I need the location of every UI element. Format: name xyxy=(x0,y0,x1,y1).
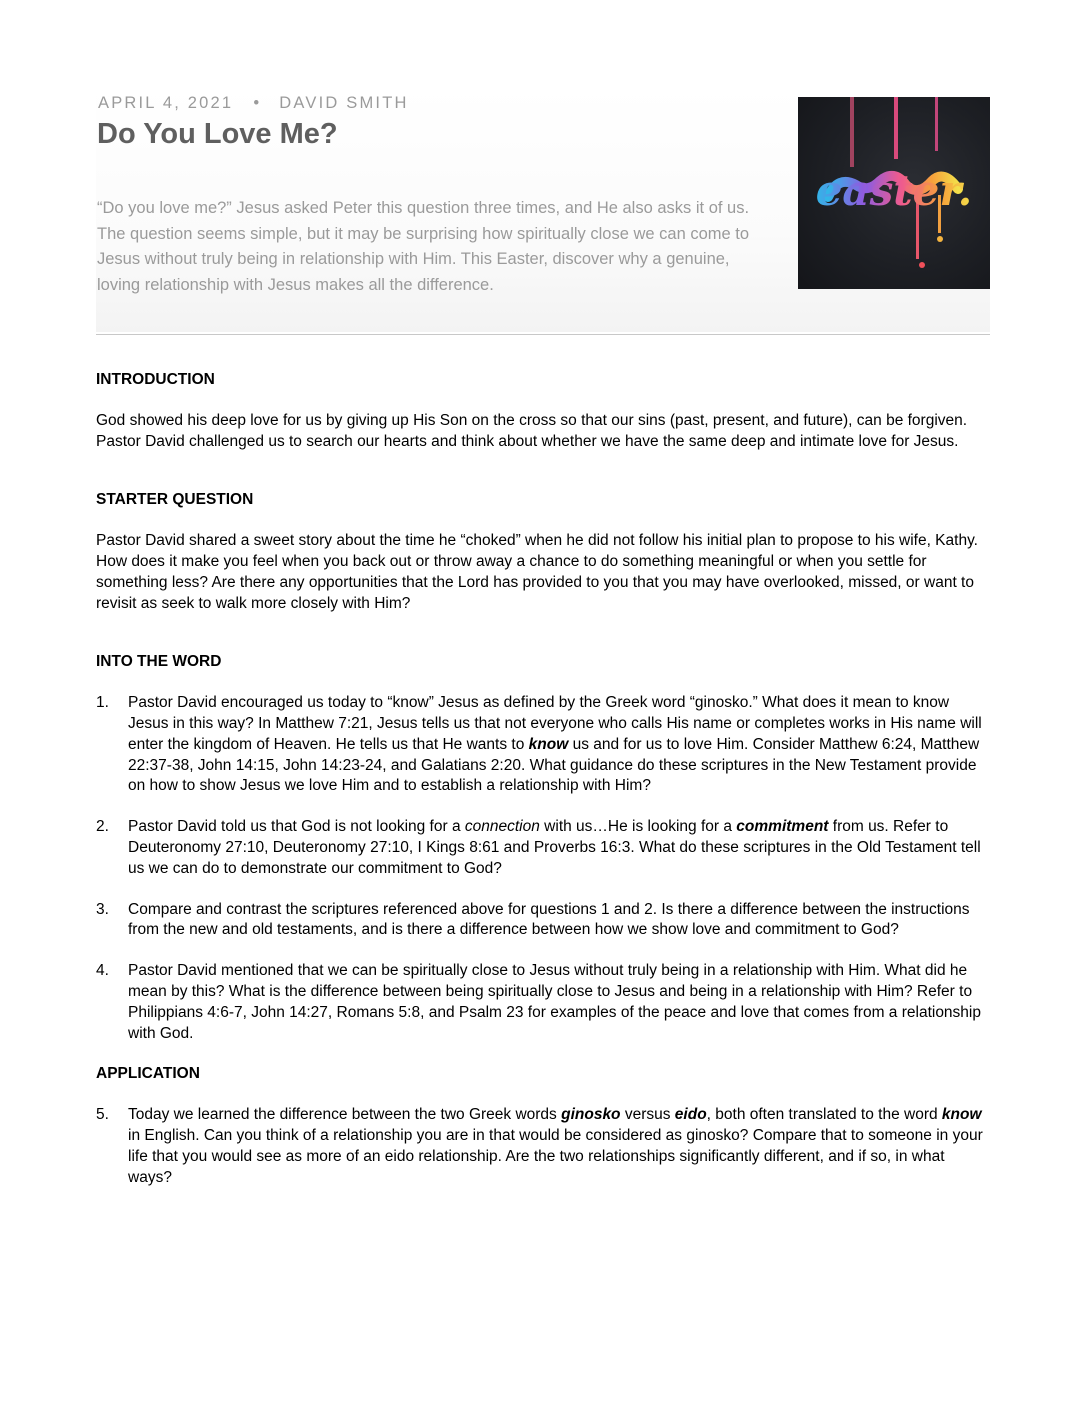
question-text-part: Pastor David told us that God is not looking for a xyxy=(128,818,465,836)
application-heading: APPLICATION xyxy=(96,1065,200,1083)
introduction-heading: INTRODUCTION xyxy=(96,371,215,388)
meta-separator: • xyxy=(253,94,262,112)
easter-art-word: easter. xyxy=(815,166,973,215)
question-number: 1. xyxy=(96,694,109,712)
emphasis-word: know xyxy=(528,735,569,753)
question-2 xyxy=(96,817,990,879)
question-text-part: with us…He is looking for a xyxy=(539,818,737,836)
sermon-author: DAVID SMITH xyxy=(279,94,409,112)
introduction-section xyxy=(96,370,990,452)
easter-artwork xyxy=(798,97,990,289)
question-number: 3. xyxy=(96,900,109,918)
question-text-part: from us. Refer to Deuteronomy 27:10, Deuteronomy 27:10, I Kings 8:61 and Proverbs 16:3. What do these scriptures in the Old Testament tell us we can do to demonstrate our commitment to God? xyxy=(128,818,981,877)
header-divider xyxy=(96,334,990,335)
emphasis-word: commitment xyxy=(736,818,829,836)
question-5 xyxy=(96,1105,990,1188)
introduction-text: God showed his deep love for us by giving up His Son on the cross so that our sins (past, present, and future), can be forgiven. Pastor David challenged us to search our hearts and think about whether we have the same deep and intimate love for Jesus. xyxy=(96,411,968,450)
question-number: 2. xyxy=(96,818,109,836)
easter-art-graphic xyxy=(798,97,990,289)
emphasis-word: eido xyxy=(674,1106,707,1124)
sermon-summary: “Do you love me?” Jesus asked Peter this question three times, and He also asks it of us. The question seems simple, but it may be surprising how spiritually close we can come to Jesus without truly being in relationship with Him. This Easter, discover why a genuine, loving relationship with Jesus makes all the difference. xyxy=(97,199,750,294)
question-text xyxy=(128,693,990,797)
question-text: Compare and contrast the scriptures referenced above for questions 1 and 2. Is there a difference between the instructions from the new and old testaments, and is there a difference between how we show love and commitment to God? xyxy=(128,900,970,939)
starter-section xyxy=(96,490,990,614)
question-text-part: versus xyxy=(620,1106,675,1124)
sermon-meta xyxy=(98,94,409,113)
question-text-part: Today we learned the difference between the two Greek words xyxy=(128,1106,562,1124)
sermon-date: APRIL 4, 2021 xyxy=(98,94,234,112)
question-number: 4. xyxy=(96,962,109,980)
emphasis-word: ginosko xyxy=(561,1106,621,1124)
sermon-title: Do You Love Me? xyxy=(97,118,338,150)
question-number: 5. xyxy=(96,1106,109,1124)
starter-heading: STARTER QUESTION xyxy=(96,491,254,509)
question-text xyxy=(128,1105,990,1188)
emphasis-word: know xyxy=(941,1106,982,1124)
question-1 xyxy=(96,693,990,797)
into-the-word-heading: INTO THE WORD xyxy=(96,653,222,671)
question-4 xyxy=(96,961,990,1044)
question-text-part: us and for us to love Him. Consider Matthew 6:24, Matthew 22:37-38, John 14:15, John 14:23-24, and Galatians 2:20. What guidance do these scriptures in the New Testament provide on how to show Jesus we love Him and to establish a relationship with Him? xyxy=(128,735,980,795)
question-text xyxy=(128,817,990,879)
sermon-guide-body xyxy=(96,370,990,1226)
question-text-part: Pastor David encouraged us today to “know” Jesus as defined by the Greek word “ginosko.” What does it mean to know Jesus in this way? In Matthew 7:21, Jesus tells us that not everyone who calls His name or completes works in His name will enter the kingdom of Heaven. He tells us that He wants to xyxy=(128,694,982,753)
starter-text: Pastor David shared a sweet story about the time he “choked” when he did not follow his initial plan to propose to his wife, Kathy. How does it make you feel when you back out or throw away a chance to do something meaningful or when you settle for something less? Are there any opportunities that the Lord has provided to you that you may have overlooked, missed, or want to revisit as seek to walk more closely with Him? xyxy=(96,532,978,612)
question-text-part: in English. Can you think of a relationship you are in that would be considered as ginosko? Compare that to someone in your life that you would see as more of an eido relationship. Are the two relationships significantly different, and if so, in what ways? xyxy=(128,1126,983,1186)
question-3 xyxy=(96,900,990,942)
question-text-part: , both often translated to the word xyxy=(706,1106,942,1124)
application-section xyxy=(96,1064,990,1188)
question-text: Pastor David mentioned that we can be spiritually close to Jesus without truly being in a relationship with Him. What did he mean by this? What is the difference between being spiritually close to Jesus and being in a relationship with Him? Refer to Philippians 4:6-7, John 14:27, Romans 5:8, and Psalm 23 for examples of the peace and love that comes from a relationship with God. xyxy=(128,962,981,1042)
emphasis-word: connection xyxy=(464,818,540,836)
into-the-word-section xyxy=(96,652,990,1044)
